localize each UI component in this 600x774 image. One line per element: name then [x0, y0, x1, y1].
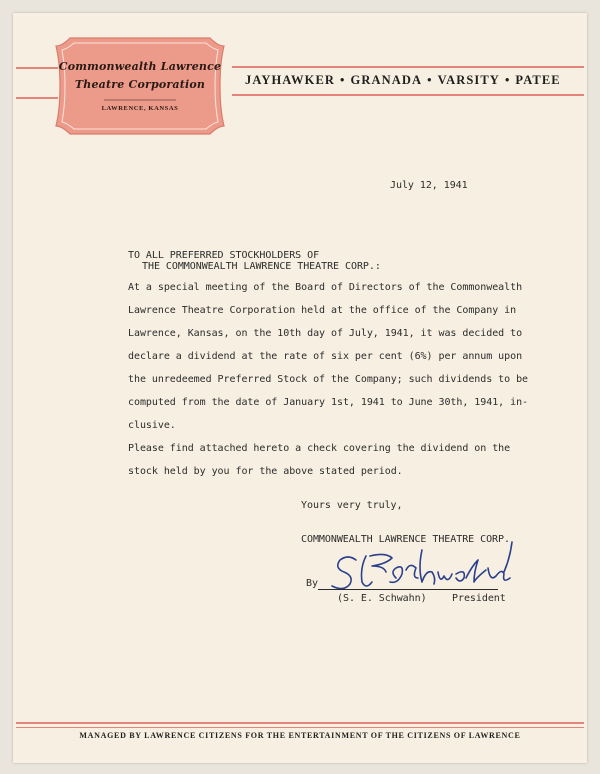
body-line: the unredeemed Preferred Stock of the Company; such dividends to be [128, 374, 529, 385]
footer-rule-top [16, 722, 584, 724]
signer-name: (S. E. Schwahn) [337, 593, 427, 604]
body-line: stock held by you for the above stated period. [128, 466, 403, 477]
company-city: LAWRENCE, KANSAS [101, 105, 179, 112]
separator-dot: • [427, 73, 433, 87]
footer-tagline: MANAGED BY LAWRENCE CITIZENS FOR THE ENTERTAINMENT OF THE CITIZENS OF LAWRENCE [79, 731, 521, 740]
address-line: TO ALL PREFERRED STOCKHOLDERS OF [128, 250, 320, 261]
separator-dot: • [340, 73, 346, 87]
signer-title: President [452, 593, 506, 604]
signature-underline [318, 589, 498, 590]
address-line: THE COMMONWEALTH LAWRENCE THEATRE CORP.: [142, 261, 381, 272]
theatre-name: GRANADA [350, 73, 423, 87]
company-emblem [52, 32, 228, 140]
header-rule-top-right [232, 66, 584, 68]
company-signature-line: COMMONWEALTH LAWRENCE THEATRE CORP. [301, 534, 510, 545]
theatre-list [245, 73, 571, 88]
theatre-name: VARSITY [437, 73, 500, 87]
body-line: clusive. [128, 420, 176, 431]
body-line: At a special meeting of the Board of Directors of the Commonwealth [128, 282, 523, 293]
footer-rule-bottom [16, 727, 584, 728]
letter-date: July 12, 1941 [390, 180, 468, 191]
company-name-line1: Commonwealth Lawrence [58, 60, 222, 73]
separator-dot: • [504, 73, 511, 87]
by-label: By [306, 578, 318, 589]
body-line: Lawrence, Kansas, on the 10th day of July, 1941, it was decided to [128, 328, 523, 339]
body-line: Lawrence Theatre Corporation held at the office of the Company in [128, 305, 517, 316]
body-line: declare a dividend at the rate of six per cent (6%) per annum upon [128, 351, 523, 362]
header-rule-bottom-right [232, 94, 584, 96]
closing-salutation: Yours very truly, [301, 500, 403, 511]
theatre-name: PATEE [515, 73, 561, 87]
body-line: computed from the date of January 1st, 1941 to June 30th, 1941, in- [128, 397, 529, 408]
company-name-line2: Theatre Corporation [74, 78, 206, 91]
body-line: Please find attached hereto a check covering the dividend on the [128, 443, 511, 454]
theatre-name: JAYHAWKER [245, 73, 336, 87]
